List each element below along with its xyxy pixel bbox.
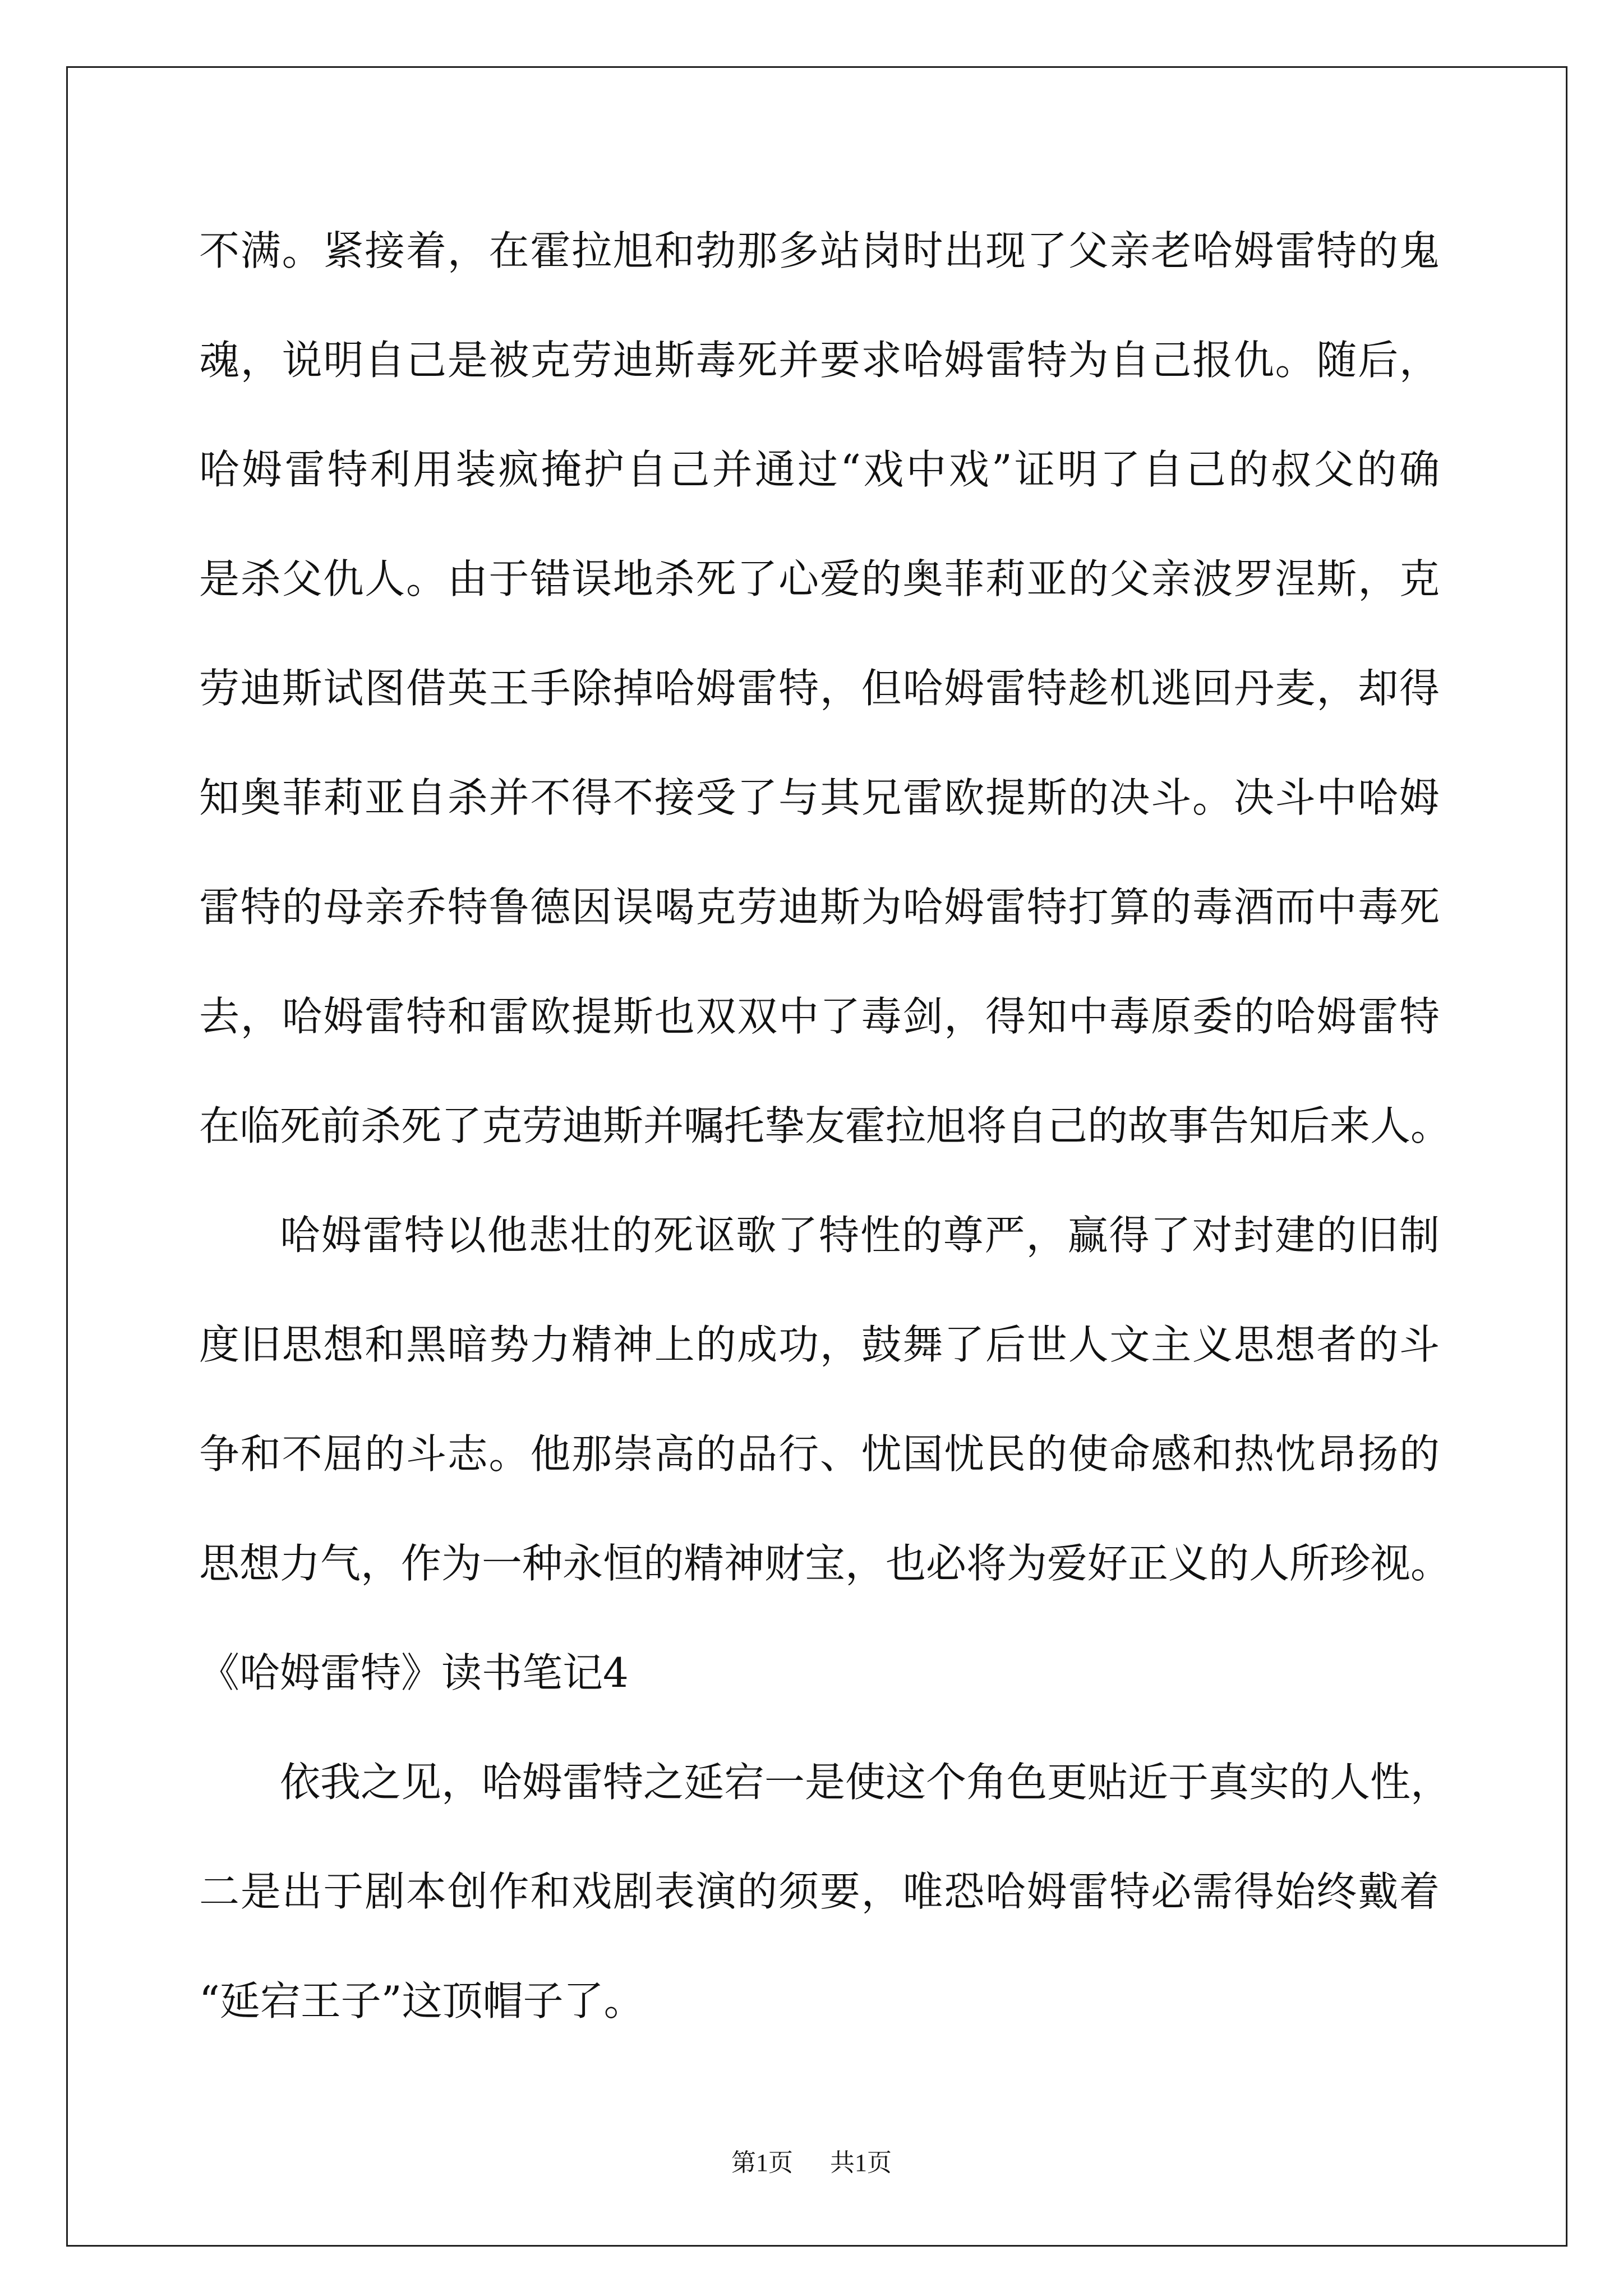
- paragraph: [199, 196, 1451, 1181]
- text-line: 思想力气，作为一种永恒的精神财宝，也必将为爱好正义的人所珍视。: [199, 1540, 1451, 1587]
- text-line: 魂，说明自己是被克劳迪斯毒死并要求哈姆雷特为自己报仇。随后，: [199, 337, 1440, 384]
- text-line: 去，哈姆雷特和雷欧提斯也双双中了毒剑，得知中毒原委的哈姆雷特: [199, 993, 1440, 1040]
- document-body: [199, 196, 1451, 2056]
- text-line: 哈姆雷特以他悲壮的死讴歌了特性的尊严，赢得了对封建的旧制: [280, 1212, 1440, 1259]
- text-line: 二是出于剧本创作和戏剧表演的须要，唯恐哈姆雷特必需得始终戴着: [199, 1868, 1440, 1915]
- text-line: 争和不屈的斗志。他那崇高的品行、忧国忧民的使命感和热忱昂扬的: [199, 1430, 1440, 1478]
- total-pages-label: 共1页: [830, 2149, 892, 2177]
- text-line: 是杀父仇人。由于错误地杀死了心爱的奥菲莉亚的父亲波罗涅斯，克: [199, 555, 1440, 602]
- text-line: “延宕王子”这顶帽子了。: [199, 1977, 644, 2024]
- current-page-label: 第1页: [731, 2149, 793, 2177]
- text-line: 依我之见，哈姆雷特之延宕一是使这个角色更贴近于真实的人性，: [280, 1759, 1451, 1806]
- text-line: 度旧思想和黑暗势力精神上的成功，鼓舞了后世人文主义思想者的斗: [199, 1321, 1440, 1368]
- section-heading: 《哈姆雷特》读书笔记4: [199, 1649, 629, 1696]
- page-footer: [0, 2146, 1623, 2180]
- text-line: 知奥菲莉亚自杀并不得不接受了与其兄雷欧提斯的决斗。决斗中哈姆: [199, 774, 1440, 821]
- paragraph: [199, 1728, 1451, 2056]
- paragraph: [199, 1181, 1451, 1618]
- text-line: 在临死前杀死了克劳迪斯并嘱托挚友霍拉旭将自己的故事告知后来人。: [199, 1102, 1451, 1149]
- text-line: 雷特的母亲乔特鲁德因误喝克劳迪斯为哈姆雷特打算的毒酒而中毒死: [199, 884, 1440, 931]
- text-line: 不满。紧接着，在霍拉旭和勃那多站岗时出现了父亲老哈姆雷特的鬼: [199, 227, 1440, 274]
- text-line: 劳迪斯试图借英王手除掉哈姆雷特，但哈姆雷特趁机逃回丹麦，却得: [199, 665, 1440, 712]
- text-line: 哈姆雷特利用装疯掩护自己并通过“戏中戏”证明了自己的叔父的确: [199, 446, 1440, 493]
